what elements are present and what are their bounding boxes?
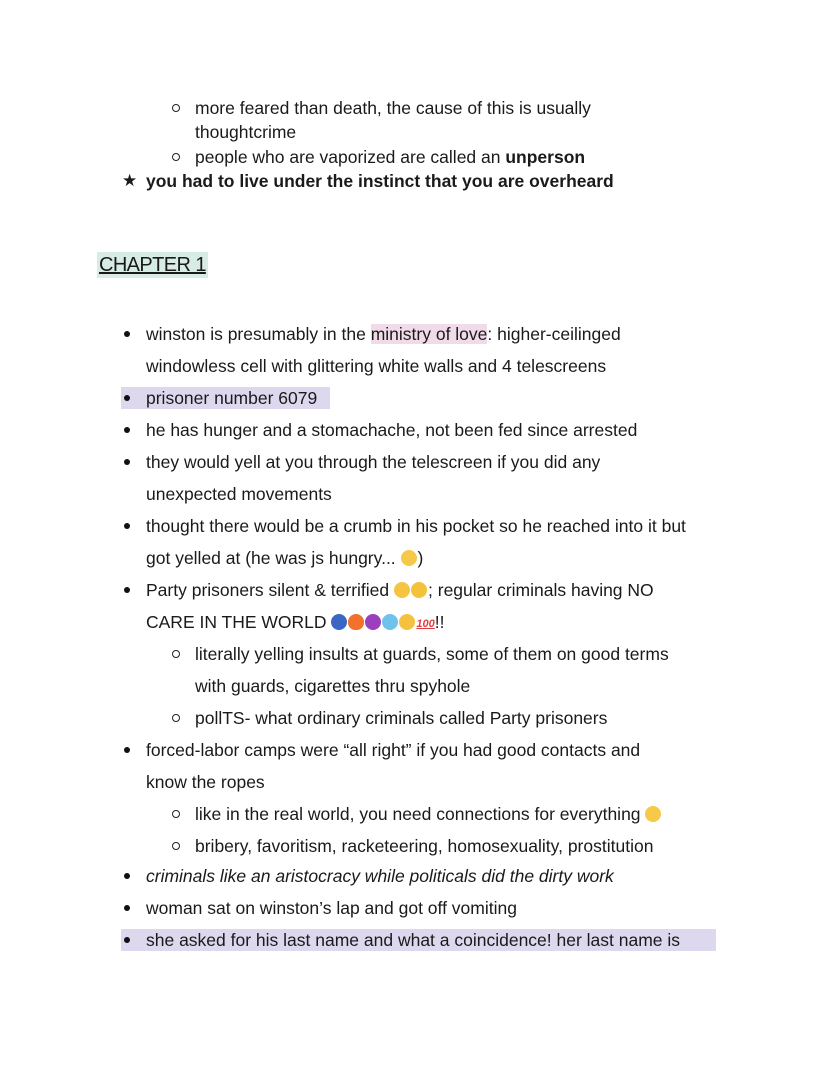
bullet-text: woman sat on winston’s lap and got off vomiting [146,898,517,918]
bullet-marker [124,905,130,911]
chapter-heading: CHAPTER 1 [99,254,206,276]
sub-bullet-text: people who are vaporized are called an unperson [195,147,586,167]
sub-bullet-marker [172,714,180,722]
star-bullet-text: you had to live under the instinct that you are overheard [146,171,614,191]
sub-bullet-text: pollTS- what ordinary criminals called Party prisoners [195,708,608,728]
grimacing-emoji [411,582,427,598]
sub-bullet-text: with guards, cigarettes thru spyhole [195,676,471,696]
unperson-term: unperson [505,147,586,167]
bullet-text: windowless cell with glittering white walls and 4 telescreens [146,356,607,376]
yawning-face-emoji [399,614,415,630]
bullet-text: Party prisoners silent & terrified ; regular criminals having NO [146,580,654,600]
bullet-marker [124,747,130,753]
downcast-sweat-emoji [394,582,410,598]
bullet-marker [124,873,130,879]
sub-bullet-marker [172,153,180,161]
bullet-text: she asked for his last name and what a coincidence! her last name is [146,930,681,950]
slightly-frowning-face-emoji [401,550,417,566]
bullet-text: he has hunger and a stomachache, not been fed since arrested [146,420,638,440]
bullet-marker [124,331,130,337]
bullet-text: forced-labor camps were “all right” if you had good contacts and [146,740,641,760]
sub-bullet-text: more feared than death, the cause of this is usually [195,98,591,118]
cold-face-emoji [382,614,398,630]
bullet-text: CARE IN THE WORLD 100!! [146,610,444,636]
devil-emoji [365,614,381,630]
sub-bullet-marker [172,842,180,850]
bullet-text: winston is presumably in the ministry of love: higher-ceilinged [146,324,621,344]
bullet-marker [124,427,130,433]
bullet-text: they would yell at you through the telescreen if you did any [146,452,601,472]
hundred-points-emoji: 100 [416,618,435,630]
bullet-marker [124,459,130,465]
sub-bullet-marker [172,810,180,818]
star-icon: ★ [122,171,138,190]
sub-bullet-text: thoughtcrime [195,122,297,142]
bullet-text: unexpected movements [146,484,332,504]
bullet-marker [124,937,130,943]
ministry-of-love-highlight: ministry of love [370,324,488,344]
bullet-text: got yelled at (he was js hungry... ) [146,548,424,568]
bullet-text: thought there would be a crumb in his pocket so he reached into it but [146,516,686,536]
fire-emoji [348,614,364,630]
bullet-text: criminals like an aristocracy while politicals did the dirty work [146,866,614,886]
sub-bullet-text: like in the real world, you need connections for everything [195,802,662,826]
speaking-head-emoji [331,614,347,630]
smiling-face-emoji [645,806,661,822]
sub-bullet-marker [172,104,180,112]
sub-bullet-text: literally yelling insults at guards, some of them on good terms [195,644,669,664]
sub-bullet-marker [172,650,180,658]
bullet-marker [124,587,130,593]
sub-bullet-text: bribery, favoritism, racketeering, homosexuality, prostitution [195,836,654,856]
bullet-text: prisoner number 6079 [146,388,318,408]
bullet-text: know the ropes [146,772,265,792]
bullet-marker [124,523,130,529]
bullet-marker [124,395,130,401]
